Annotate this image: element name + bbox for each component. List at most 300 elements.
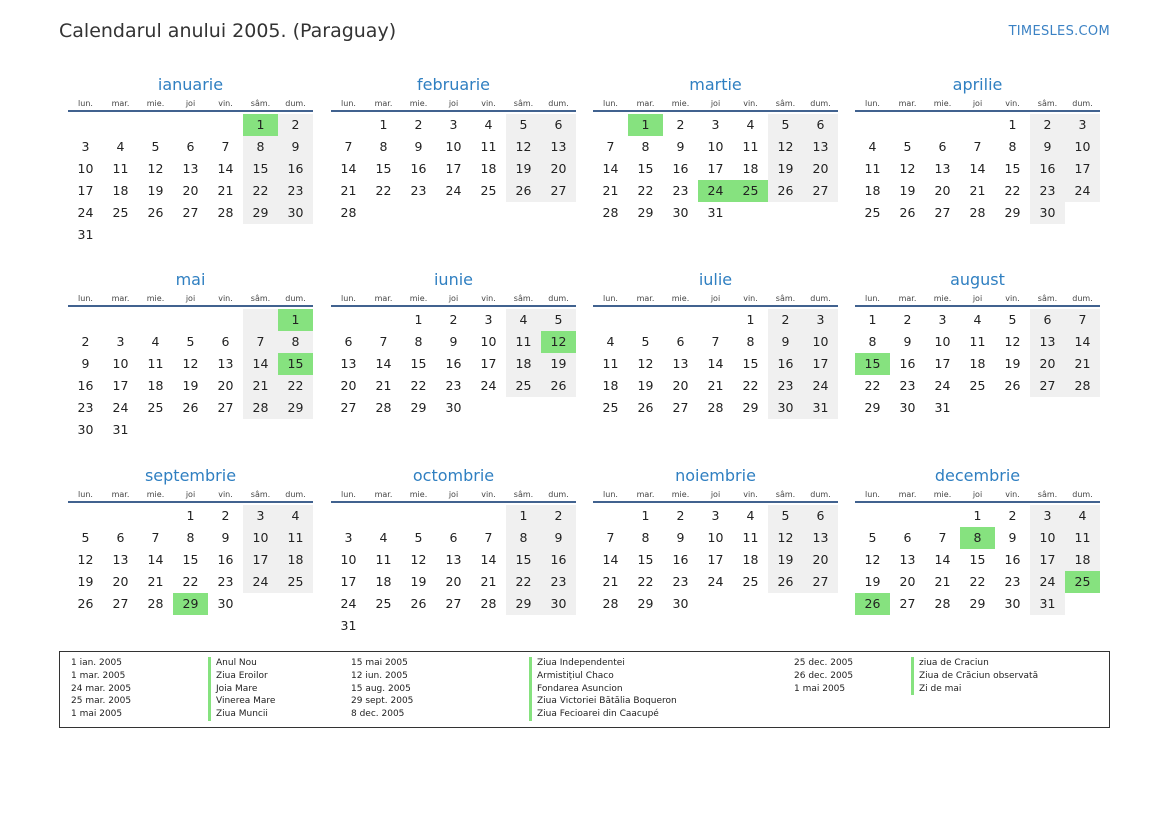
month-name: decembrie	[934, 466, 1021, 485]
legend-holiday-name: Anul Nou	[208, 657, 275, 670]
empty-day-cell	[278, 419, 313, 441]
day-cell: 17	[1030, 549, 1065, 571]
week-row	[68, 136, 313, 158]
day-cell: 5	[506, 114, 541, 136]
day-cell: 31	[803, 397, 838, 419]
weekday-label: lun.	[341, 294, 356, 303]
day-cell: 2	[1030, 114, 1065, 136]
legend-holiday-name: Vinerea Mare	[208, 695, 275, 708]
empty-day-cell	[768, 202, 803, 224]
day-cell: 15	[742, 356, 759, 371]
day-cell: 2	[449, 312, 458, 327]
empty-day-cell	[103, 114, 138, 136]
weekday-label: joi	[710, 294, 721, 303]
day-cell: 30	[77, 422, 94, 437]
day-cell: 3	[484, 312, 493, 327]
weeks	[593, 505, 838, 615]
holiday-day-cell: 15	[278, 353, 313, 375]
day-cell: 16	[768, 353, 803, 375]
day-cell: 14	[1065, 331, 1100, 353]
day-cell: 5	[868, 530, 877, 545]
day-cell: 10	[707, 530, 724, 545]
day-cell: 11	[147, 356, 164, 371]
week-row	[331, 593, 576, 615]
empty-day-cell	[138, 419, 173, 441]
weekday-label: sâm.	[250, 294, 271, 303]
empty-day-cell	[960, 397, 995, 419]
day-cell: 12	[410, 552, 427, 567]
day-cell: 22	[243, 180, 278, 202]
day-cell: 7	[1065, 309, 1100, 331]
weekday-label: mie.	[671, 294, 690, 303]
day-cell: 8	[379, 139, 388, 154]
day-cell: 11	[480, 139, 497, 154]
week-row	[331, 527, 576, 549]
legend-holiday-name: Zi de mai	[911, 683, 1038, 696]
day-cell: 19	[77, 574, 94, 589]
day-cell: 14	[934, 552, 951, 567]
legend-holiday-name: Ziua Muncii	[208, 708, 275, 721]
day-cell: 9	[768, 331, 803, 353]
day-cell: 27	[899, 596, 916, 611]
week-row	[855, 593, 1100, 615]
day-cell: 3	[344, 530, 353, 545]
empty-day-cell	[768, 593, 803, 615]
day-cell: 7	[243, 331, 278, 353]
day-cell: 4	[746, 508, 755, 523]
empty-day-cell	[173, 309, 208, 331]
day-cell: 1	[746, 312, 755, 327]
day-cell: 1	[973, 508, 982, 523]
weekday-label: dum.	[1072, 490, 1093, 499]
day-cell: 9	[1008, 530, 1017, 545]
day-cell: 30	[672, 596, 689, 611]
empty-day-cell	[366, 505, 401, 527]
day-cell: 21	[969, 183, 986, 198]
day-cell: 14	[340, 161, 357, 176]
weekday-label: mar.	[111, 294, 130, 303]
weekday-label: mie.	[146, 490, 165, 499]
day-cell: 23	[445, 378, 462, 393]
day-cell: 6	[344, 334, 353, 349]
day-cell: 25	[147, 400, 164, 415]
day-cell: 9	[676, 139, 685, 154]
day-cell: 18	[375, 574, 392, 589]
day-cell: 19	[864, 574, 881, 589]
empty-day-cell	[436, 615, 471, 637]
empty-day-cell	[138, 309, 173, 331]
weekday-label: lun.	[865, 294, 880, 303]
week-row	[593, 549, 838, 571]
holiday-day-cell: 1	[278, 309, 313, 331]
week-row	[593, 136, 838, 158]
day-cell: 1	[414, 312, 423, 327]
day-cell: 19	[637, 378, 654, 393]
holiday-day-cell: 25	[733, 180, 768, 202]
empty-day-cell	[855, 114, 890, 136]
weekday-header	[855, 489, 1100, 503]
week-row	[331, 397, 576, 419]
day-cell: 10	[1065, 136, 1100, 158]
day-cell: 28	[147, 596, 164, 611]
month-iulie	[593, 267, 838, 419]
week-row	[855, 309, 1100, 331]
day-cell: 27	[182, 205, 199, 220]
weekday-label: mar.	[111, 99, 130, 108]
day-cell: 29	[1004, 205, 1021, 220]
empty-day-cell	[68, 114, 103, 136]
weekday-header	[593, 489, 838, 503]
day-cell: 26	[768, 180, 803, 202]
weekday-label: lun.	[78, 99, 93, 108]
day-cell: 18	[1065, 549, 1100, 571]
day-cell: 21	[375, 378, 392, 393]
day-cell: 26	[77, 596, 94, 611]
month-septembrie	[68, 463, 313, 615]
day-cell: 4	[506, 309, 541, 331]
week-row	[68, 397, 313, 419]
day-cell: 6	[1030, 309, 1065, 331]
day-cell: 24	[445, 183, 462, 198]
day-cell: 11	[1065, 527, 1100, 549]
day-cell: 6	[938, 139, 947, 154]
day-cell: 18	[112, 183, 129, 198]
day-cell: 16	[899, 356, 916, 371]
weekday-label: lun.	[78, 294, 93, 303]
day-cell: 30	[1004, 596, 1021, 611]
weekday-label: mie.	[409, 490, 428, 499]
day-cell: 27	[672, 400, 689, 415]
day-cell: 3	[711, 117, 720, 132]
day-cell: 28	[480, 596, 497, 611]
empty-day-cell	[243, 593, 278, 615]
day-cell: 11	[602, 356, 619, 371]
weeks	[593, 309, 838, 419]
weekday-label: lun.	[603, 490, 618, 499]
legend-dates	[351, 657, 413, 721]
week-row	[855, 549, 1100, 571]
day-cell: 26	[768, 571, 803, 593]
legend-holiday-name: Ziua de Crăciun observată	[911, 670, 1038, 683]
day-cell: 2	[903, 312, 912, 327]
week-row	[855, 136, 1100, 158]
month-name: ianuarie	[157, 75, 224, 94]
day-cell: 20	[672, 378, 689, 393]
weekday-label: dum.	[810, 99, 831, 108]
weekday-label: sâm.	[513, 294, 534, 303]
week-row	[593, 331, 838, 353]
day-cell: 17	[1065, 158, 1100, 180]
day-cell: 13	[541, 136, 576, 158]
legend-holiday-name: Ziua Eroilor	[208, 670, 275, 683]
legend-date: 26 dec. 2005	[794, 670, 854, 681]
weeks	[855, 309, 1100, 419]
holiday-day-cell: 8	[960, 527, 995, 549]
empty-day-cell	[173, 114, 208, 136]
day-cell: 30	[1030, 202, 1065, 224]
day-cell: 16	[410, 161, 427, 176]
day-cell: 23	[672, 183, 689, 198]
week-row	[68, 353, 313, 375]
day-cell: 4	[278, 505, 313, 527]
empty-day-cell	[471, 505, 506, 527]
weekday-label: lun.	[603, 99, 618, 108]
day-cell: 22	[506, 571, 541, 593]
week-row	[593, 158, 838, 180]
day-cell: 26	[1004, 378, 1021, 393]
empty-day-cell	[243, 224, 278, 246]
empty-day-cell	[366, 615, 401, 637]
empty-day-cell	[506, 397, 541, 419]
day-cell: 16	[672, 161, 689, 176]
day-cell: 5	[768, 505, 803, 527]
day-cell: 22	[969, 574, 986, 589]
day-cell: 31	[1030, 593, 1065, 615]
week-row	[593, 375, 838, 397]
day-cell: 23	[410, 183, 427, 198]
day-cell: 9	[541, 527, 576, 549]
day-cell: 18	[147, 378, 164, 393]
day-cell: 27	[217, 400, 234, 415]
day-cell: 15	[243, 158, 278, 180]
weekday-label: dum.	[548, 294, 569, 303]
day-cell: 5	[186, 334, 195, 349]
day-cell: 28	[602, 596, 619, 611]
day-cell: 13	[1030, 331, 1065, 353]
holiday-day-cell: 1	[243, 114, 278, 136]
day-cell: 21	[480, 574, 497, 589]
weeks	[593, 114, 838, 224]
month-name: iulie	[698, 270, 733, 289]
day-cell: 23	[541, 571, 576, 593]
week-row	[331, 309, 576, 331]
day-cell: 28	[934, 596, 951, 611]
day-cell: 27	[445, 596, 462, 611]
day-cell: 5	[903, 139, 912, 154]
day-cell: 17	[707, 161, 724, 176]
day-cell: 26	[182, 400, 199, 415]
day-cell: 8	[186, 530, 195, 545]
day-cell: 24	[1065, 180, 1100, 202]
weekday-label: lun.	[78, 490, 93, 499]
day-cell: 26	[506, 180, 541, 202]
day-cell: 29	[864, 400, 881, 415]
month-octombrie	[331, 463, 576, 637]
legend-date: 15 mai 2005	[351, 658, 408, 668]
day-cell: 19	[541, 353, 576, 375]
month-name: martie	[689, 75, 742, 94]
day-cell: 11	[969, 334, 986, 349]
day-cell: 5	[768, 114, 803, 136]
weekday-label: dum.	[548, 99, 569, 108]
week-row	[331, 331, 576, 353]
empty-day-cell	[960, 114, 995, 136]
weekday-label: sâm.	[775, 490, 796, 499]
weekday-label: joi	[448, 99, 459, 108]
month-name: octombrie	[412, 466, 495, 485]
empty-day-cell	[138, 505, 173, 527]
day-cell: 18	[480, 161, 497, 176]
day-cell: 2	[1008, 508, 1017, 523]
day-cell: 11	[742, 139, 759, 154]
weekday-label: mar.	[374, 490, 393, 499]
brand-link[interactable]: TIMESLES.COM	[1008, 24, 1110, 39]
empty-day-cell	[173, 419, 208, 441]
day-cell: 9	[676, 530, 685, 545]
weekday-label: lun.	[865, 99, 880, 108]
empty-day-cell	[243, 419, 278, 441]
day-cell: 19	[410, 574, 427, 589]
day-cell: 12	[147, 161, 164, 176]
day-cell: 16	[1030, 158, 1065, 180]
weekday-label: mar.	[111, 490, 130, 499]
day-cell: 12	[1004, 334, 1021, 349]
day-cell: 18	[969, 356, 986, 371]
day-cell: 6	[803, 114, 838, 136]
legend-holiday-name: Ziua Victoriei Bătălia Boqueron	[529, 695, 677, 708]
day-cell: 26	[637, 400, 654, 415]
weekday-header	[331, 98, 576, 112]
weekday-label: mie.	[409, 294, 428, 303]
empty-day-cell	[890, 505, 925, 527]
day-cell: 14	[480, 552, 497, 567]
empty-day-cell	[103, 224, 138, 246]
weekday-label: dum.	[285, 294, 306, 303]
weekday-label: mie.	[933, 490, 952, 499]
weekday-label: sâm.	[1037, 294, 1058, 303]
day-cell: 5	[81, 530, 90, 545]
day-cell: 14	[602, 161, 619, 176]
day-cell: 3	[449, 117, 458, 132]
weekday-label: dum.	[810, 294, 831, 303]
day-cell: 28	[340, 205, 357, 220]
day-cell: 9	[1030, 136, 1065, 158]
weekday-label: joi	[185, 490, 196, 499]
day-cell: 8	[641, 139, 650, 154]
day-cell: 13	[899, 552, 916, 567]
day-cell: 2	[81, 334, 90, 349]
day-cell: 26	[410, 596, 427, 611]
weekday-label: joi	[972, 490, 983, 499]
day-cell: 17	[243, 549, 278, 571]
week-row	[68, 375, 313, 397]
weekday-label: lun.	[341, 490, 356, 499]
day-cell: 6	[676, 334, 685, 349]
day-cell: 2	[768, 309, 803, 331]
weeks	[855, 114, 1100, 224]
weekday-label: vin.	[743, 99, 758, 108]
empty-day-cell	[925, 114, 960, 136]
day-cell: 17	[77, 183, 94, 198]
day-cell: 21	[147, 574, 164, 589]
day-cell: 1	[506, 505, 541, 527]
week-row	[331, 549, 576, 571]
weekday-label: vin.	[218, 294, 233, 303]
day-cell: 25	[969, 378, 986, 393]
holiday-day-cell: 15	[855, 353, 890, 375]
empty-day-cell	[331, 309, 366, 331]
weekday-header	[68, 293, 313, 307]
weekday-label: dum.	[810, 490, 831, 499]
weekday-label: lun.	[341, 99, 356, 108]
weekday-label: sâm.	[1037, 490, 1058, 499]
day-cell: 17	[934, 356, 951, 371]
day-cell: 19	[182, 378, 199, 393]
day-cell: 18	[278, 549, 313, 571]
day-cell: 8	[868, 334, 877, 349]
day-cell: 2	[221, 508, 230, 523]
day-cell: 9	[903, 334, 912, 349]
legend-names	[208, 657, 275, 721]
day-cell: 15	[969, 552, 986, 567]
day-cell: 10	[112, 356, 129, 371]
empty-day-cell	[68, 309, 103, 331]
day-cell: 15	[506, 549, 541, 571]
day-cell: 28	[707, 400, 724, 415]
day-cell: 22	[637, 574, 654, 589]
day-cell: 21	[217, 183, 234, 198]
empty-day-cell	[173, 224, 208, 246]
day-cell: 12	[77, 552, 94, 567]
day-cell: 21	[243, 375, 278, 397]
weekday-label: mie.	[146, 99, 165, 108]
day-cell: 1	[186, 508, 195, 523]
day-cell: 4	[606, 334, 615, 349]
week-row	[331, 505, 576, 527]
month-mai	[68, 267, 313, 441]
month-decembrie	[855, 463, 1100, 615]
day-cell: 22	[864, 378, 881, 393]
day-cell: 20	[445, 574, 462, 589]
weekday-label: mie.	[146, 294, 165, 303]
day-cell: 11	[742, 530, 759, 545]
day-cell: 13	[445, 552, 462, 567]
holiday-legend	[59, 651, 1110, 728]
empty-day-cell	[593, 114, 628, 136]
month-name: iunie	[433, 270, 473, 289]
empty-day-cell	[471, 202, 506, 224]
day-cell: 10	[934, 334, 951, 349]
legend-date: 15 aug. 2005	[351, 683, 411, 694]
day-cell: 3	[81, 139, 90, 154]
weekday-label: mie.	[409, 99, 428, 108]
week-row	[593, 114, 838, 136]
day-cell: 20	[541, 158, 576, 180]
day-cell: 19	[147, 183, 164, 198]
week-row	[593, 397, 838, 419]
week-row	[855, 527, 1100, 549]
day-cell: 30	[445, 400, 462, 415]
weeks	[331, 505, 576, 637]
week-row	[855, 331, 1100, 353]
day-cell: 14	[969, 161, 986, 176]
day-cell: 31	[934, 400, 951, 415]
day-cell: 28	[1065, 375, 1100, 397]
day-cell: 29	[278, 397, 313, 419]
day-cell: 4	[868, 139, 877, 154]
day-cell: 25	[375, 596, 392, 611]
day-cell: 21	[602, 574, 619, 589]
day-cell: 8	[243, 136, 278, 158]
empty-day-cell	[593, 309, 628, 331]
day-cell: 29	[969, 596, 986, 611]
day-cell: 9	[221, 530, 230, 545]
day-cell: 6	[541, 114, 576, 136]
empty-day-cell	[103, 309, 138, 331]
day-cell: 9	[449, 334, 458, 349]
day-cell: 20	[899, 574, 916, 589]
day-cell: 23	[217, 574, 234, 589]
